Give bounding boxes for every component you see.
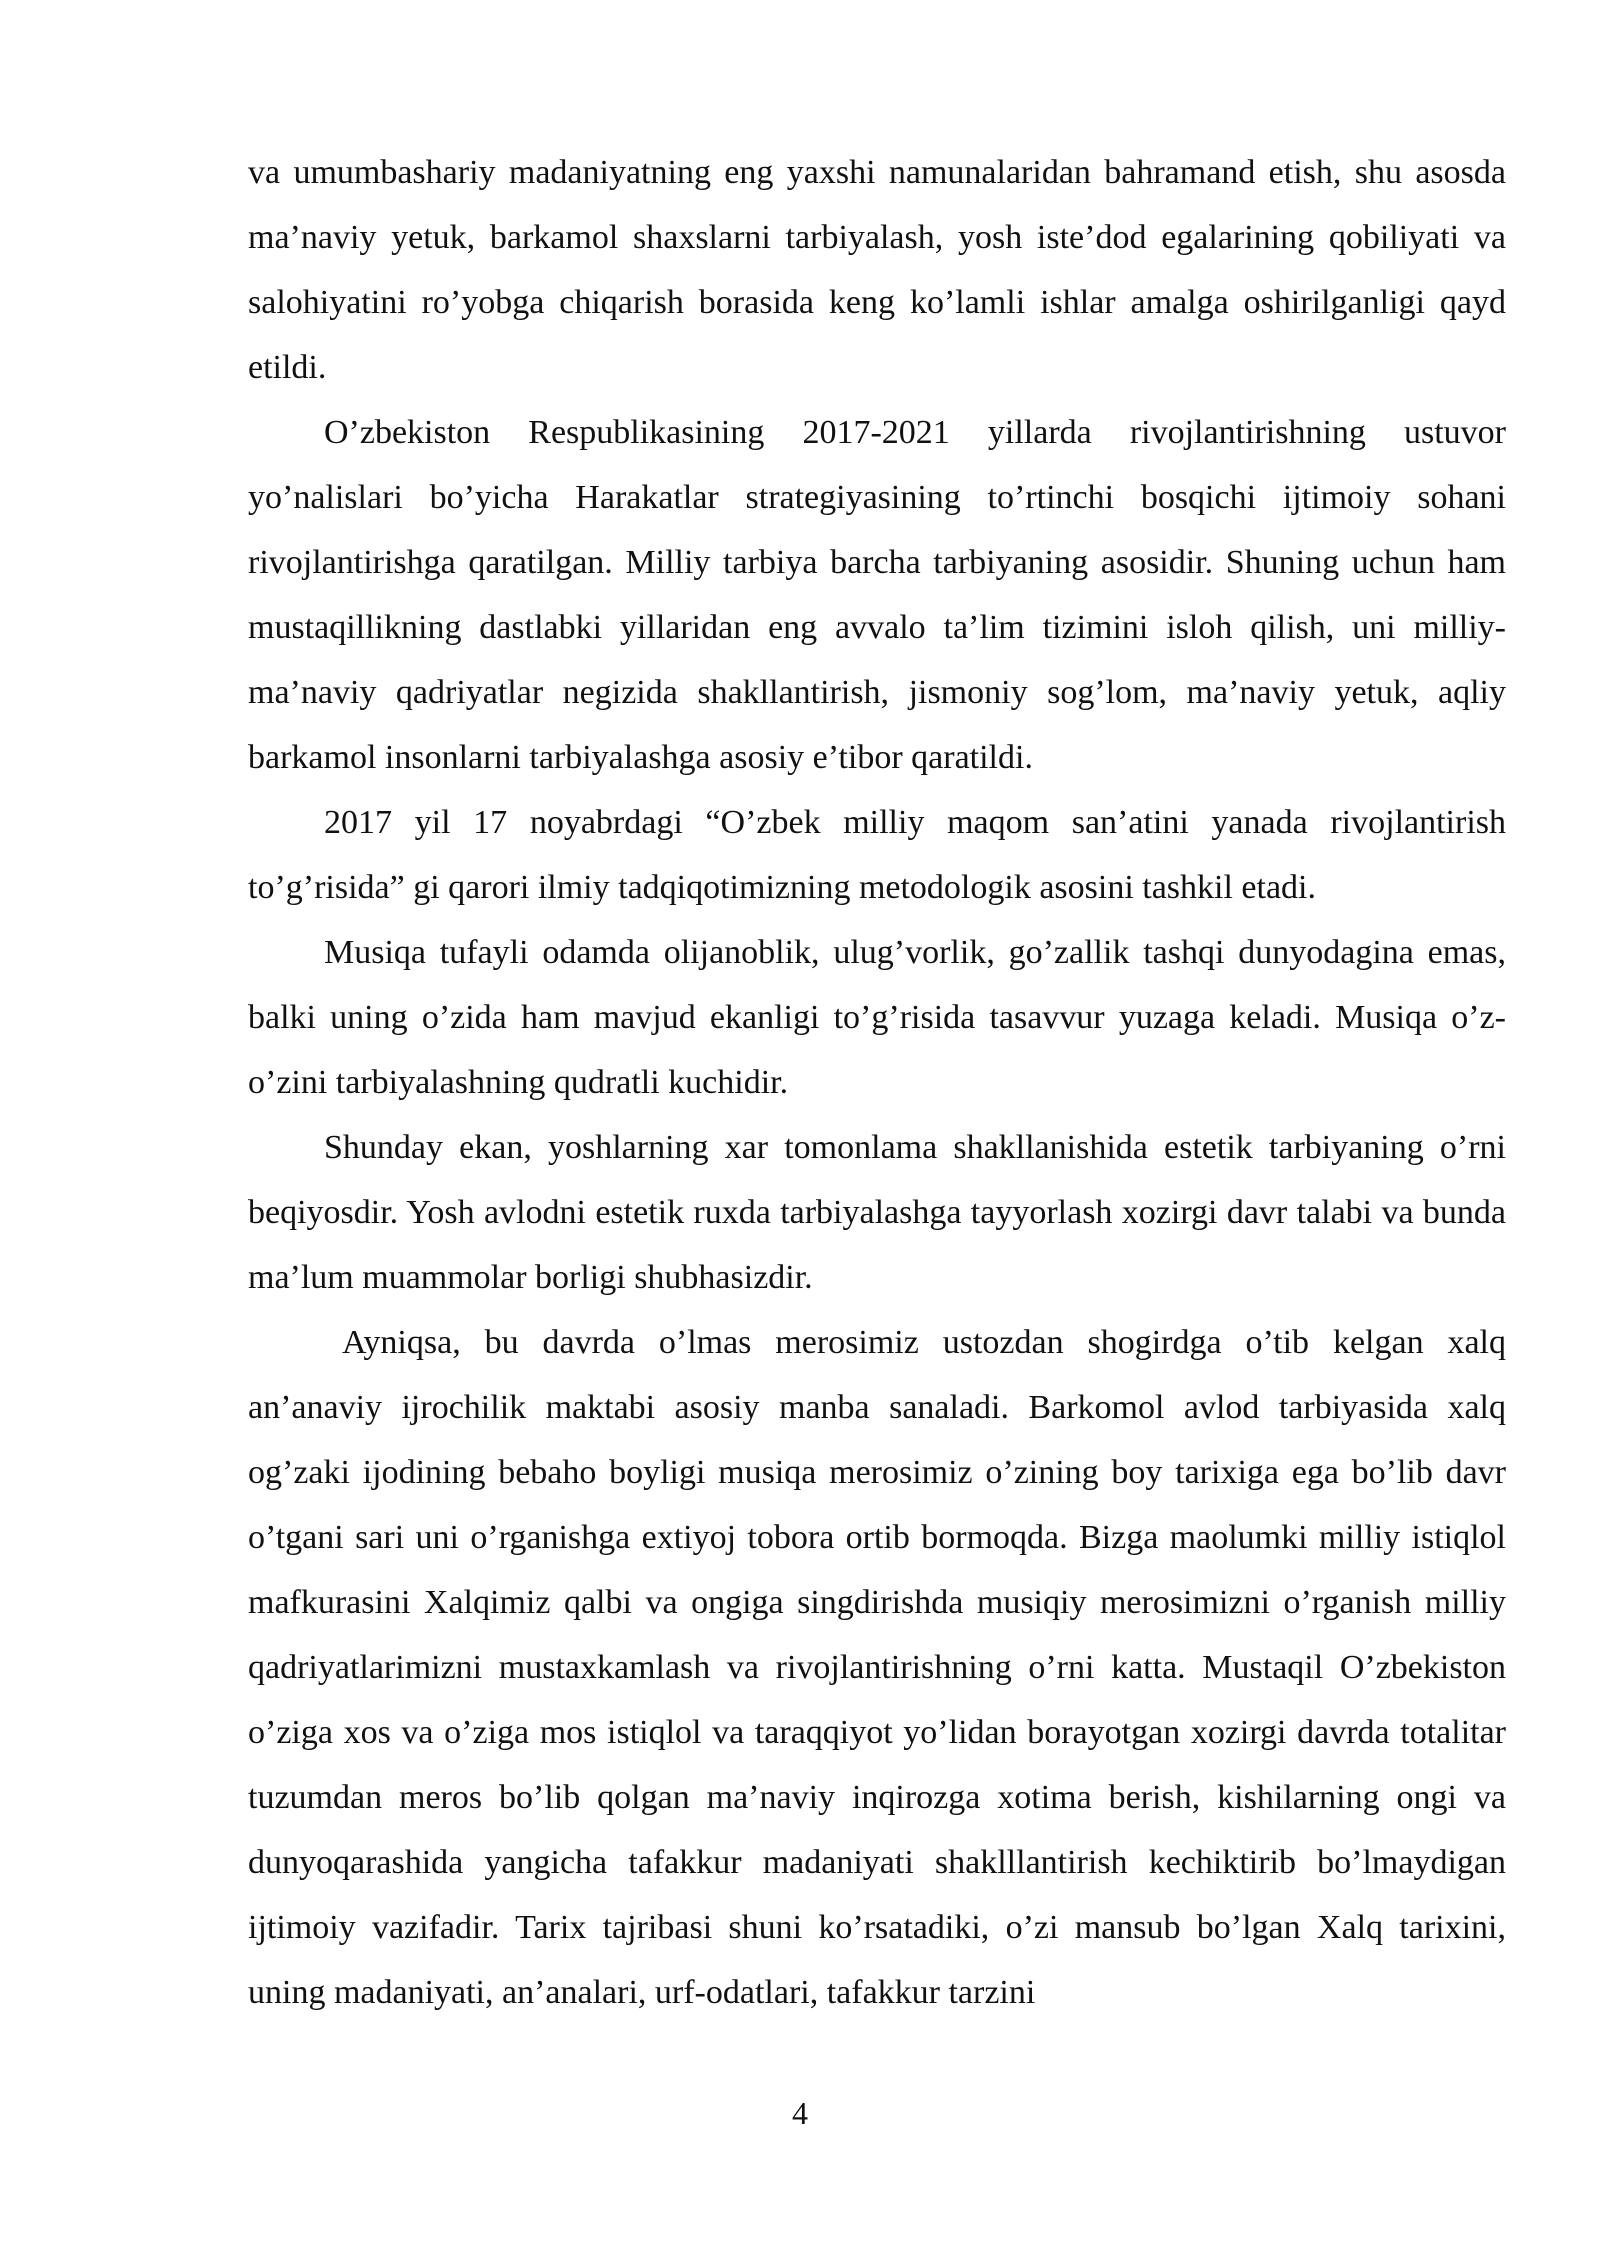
paragraph-strategy: O’zbekiston Respublikasining 2017-2021 yillarda rivojlantirishning ustuvor yo’nalislari bo’yicha Harakatlar strategiyasining to’rtinchi bosqichi ijtimoiy sohani rivojlantirishga qaratilgan. Milliy tarbiya barcha tarbiyaning asosidir. Shuning uchun ham mustaqillikning dastlabki yillaridan eng avvalo ta’lim tizimini isloh qilish, uni milliy-ma’naviy qadriyatlar negizida shakllantirish, jismoniy sog’lom, ma’naviy yetuk, aqliy barkamol insonlarni tarbiyalashga asosiy e’tibor qaratildi. (248, 414, 1506, 776)
page-body (248, 140, 1506, 2025)
page-number: 4 (792, 2095, 808, 2131)
paragraph-maqom-decree: 2017 yil 17 noyabrdagi “O’zbek milliy maqom san’atini yanada rivojlantirish to’g’risida” gi qarori ilmiy tadqiqotimizning metodologik asosini tashkil etadi. (248, 804, 1506, 906)
paragraph-continuation: va umumbashariy madaniyatning eng yaxshi namunalaridan bahramand etish, shu asosda ma’naviy yetuk, barkamol shaxslarni tarbiyalash, yosh iste’dod egalarining qobiliyati va salohiyatini ro’yobga chiqarish borasida keng ko’lamli ishlar amalga oshirilganligi qayd etildi. (248, 154, 1506, 386)
paragraph-music-nobility: Musiqa tufayli odamda olijanoblik, ulug’vorlik, go’zallik tashqi dunyodagina emas, balki uning o’zida ham mavjud ekanligi to’g’risida tasavvur yuzaga keladi. Musiqa o’z-o’zini tarbiyalashning qudratli kuchidir. (248, 934, 1506, 1101)
paragraph-aesthetic-education: Shunday ekan, yoshlarning xar tomonlama shakllanishida estetik tarbiyaning o’rni beqiyosdir. Yosh avlodni estetik ruxda tarbiyalashga tayyorlash xozirgi davr talabi va bunda ma’lum muammolar borligi shubhasizdir. (248, 1129, 1506, 1296)
paragraph-heritage: Ayniqsa, bu davrda o’lmas merosimiz ustozdan shogirdga o’tib kelgan xalq an’anaviy ijrochilik maktabi asosiy manba sanaladi. Barkomol avlod tarbiyasida xalq og’zaki ijodining bebaho boyligi musiqa merosimiz o’zining boy tarixiga ega bo’lib davr o’tgani sari uni o’rganishga extiyoj tobora ortib bormoqda. Bizga maolumki milliy istiqlol mafkurasini Xalqimiz qalbi va ongiga singdirishda musiqiy merosimizni o’rganish milliy qadriyatlarimizni mustaxkamlash va rivojlantirishning o’rni katta. Mustaqil O’zbekiston o’ziga xos va o’ziga mos istiqlol va taraqqiyot yo’lidan borayotgan xozirgi davrda totalitar tuzumdan meros bo’lib qolgan ma’naviy inqirozga xotima berish, kishilarning ongi va dunyoqarashida yangicha tafakkur madaniyati shaklllantirish kechiktirib bo’lmaydigan ijtimoiy vazifadir. Tarix tajribasi shuni ko’rsatadiki, o’zi mansub bo’lgan Xalq tarixini, uning madaniyati, an’analari, urf-odatlari, tafakkur tarzini (248, 1324, 1506, 2011)
